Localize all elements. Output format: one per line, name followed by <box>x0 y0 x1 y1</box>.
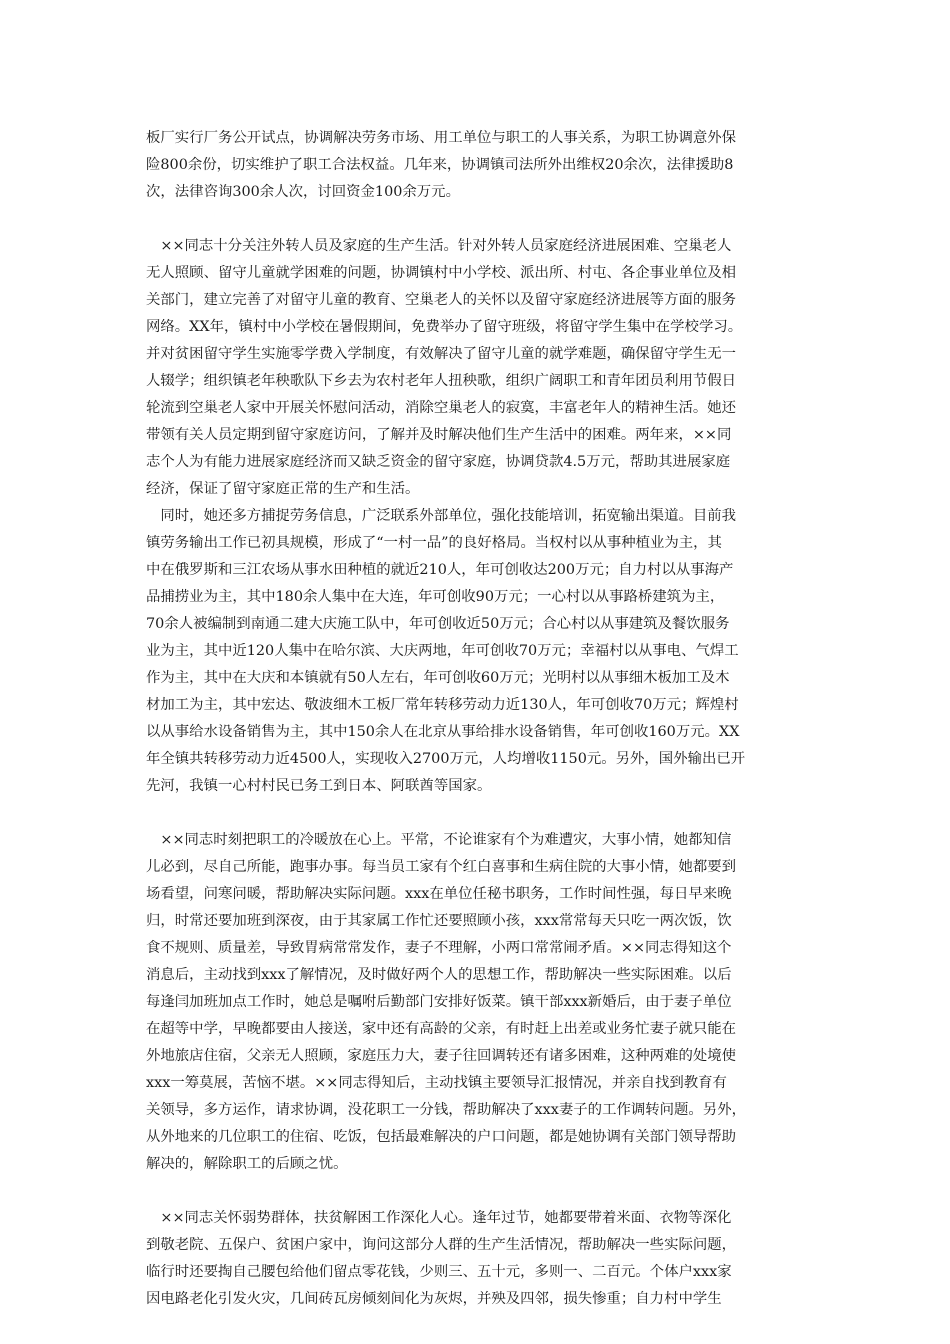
text-line: 轮流到空巢老人家中开展关怀慰问活动，消除空巢老人的寂寞，丰富老年人的精神生活。她还 <box>146 400 737 416</box>
text-line: 镇劳务输出工作已初具规模，形成了“一村一品”的良好格局。当权村以从事种植业为主，其 <box>146 535 722 551</box>
text-line: 板厂实行厂务公开试点，协调解决劳务市场、用工单位与职工的人事关系，为职工协调意外保 <box>146 130 737 146</box>
text-line: ××同志关怀弱势群体，扶贫解困工作深化人心。逢年过节，她都要带着米面、衣物等深化 <box>146 1210 732 1226</box>
text-line: ××同志十分关注外转人员及家庭的生产生活。针对外转人员家庭经济进展困难、空巢老人 <box>146 238 732 254</box>
text-line: 带领有关人员定期到留守家庭访问，了解并及时解决他们生产生活中的困难。两年来，××同 <box>146 427 732 443</box>
text-line: 场看望，问寒问暖，帮助解决实际问题。xxx在单位任秘书职务，工作时间性强，每日早来晚 <box>146 886 732 902</box>
text-line: 消息后，主动找到xxx了解情况，及时做好两个人的思想工作，帮助解决一些实际困难。以后 <box>146 967 732 983</box>
text-line: 儿必到，尽自己所能，跑事办事。每当员工家有个红白喜事和生病住院的大事小情，她都要到 <box>146 859 737 875</box>
text-line: 业为主，其中近120人集中在哈尔滨、大庆两地，年可创收70万元；幸福村以从事电、气焊工 <box>146 643 739 659</box>
text-line: 先河，我镇一心村村民已务工到日本、阿联酋等国家。 <box>146 778 492 794</box>
text-line: 70余人被编制到南通二建大庆施工队中，年可创收近50万元；合心村以从事建筑及餐饮服务 <box>146 616 730 632</box>
text-line: 以从事给水设备销售为主，其中150余人在北京从事给排水设备销售，年可创收160万元。XX <box>146 724 740 740</box>
text-line: 中在俄罗斯和三江农场从事水田种植的就近210人，年可创收达200万元；自力村以从事海产 <box>146 562 734 578</box>
text-line: 网络。XX年，镇村中小学校在暑假期间，免费举办了留守班级，将留守学生集中在学校学习。 <box>146 319 743 335</box>
text-line: 无人照顾、留守儿童就学困难的问题，协调镇村中小学校、派出所、村屯、各企事业单位及相 <box>146 265 737 281</box>
text-line: 临行时还要掏自己腰包给他们留点零花钱，少则三、五十元，多则一、二百元。个体户xxx家 <box>146 1264 732 1280</box>
text-line: 经济，保证了留守家庭正常的生产和生活。 <box>146 481 420 497</box>
text-line: xxx一筹莫展，苦恼不堪。××同志得知后，主动找镇主要领导汇报情况，并亲自找到教育有 <box>146 1075 727 1091</box>
text-line: 食不规则、质量差，导致胃病常常发作，妻子不理解，小两口常常闹矛盾。××同志得知这个 <box>146 940 732 956</box>
text-line: 志个人为有能力进展家庭经济而又缺乏资金的留守家庭，协调贷款4.5万元，帮助其进展家庭 <box>146 454 731 470</box>
text-line: 材加工为主，其中宏达、敬波细木工板厂常年转移劳动力近130人，年可创收70万元；辉煌村 <box>146 697 739 713</box>
text-line: 品捕捞业为主，其中180余人集中在大连，年可创收90万元；一心村以从事路桥建筑为主， <box>146 589 725 605</box>
text-line: 关领导，多方运作，请求协调，没花职工一分钱，帮助解决了xxx妻子的工作调转问题。另外， <box>146 1102 746 1118</box>
text-line: 在超等中学，早晚都要由人接送，家中还有高龄的父亲，有时赶上出差或业务忙妻子就只能在 <box>146 1021 737 1037</box>
text-line: 次，法律咨询300余人次，讨回资金100余万元。 <box>146 184 460 200</box>
text-line: 归，时常还要加班到深夜，由于其家属工作忙还要照顾小孩，xxx常常每天只吃一两次饭，饮 <box>146 913 732 929</box>
text-line: 同时，她还多方捕捉劳务信息，广泛联系外部单位，强化技能培训，拓宽输出渠道。目前我 <box>146 508 737 524</box>
text-line: ××同志时刻把职工的冷暖放在心上。平常，不论谁家有个为难遭灾，大事小情，她都知信 <box>146 832 732 848</box>
text-line: 年全镇共转移劳动力近4500人，实现收入2700万元，人均增收1150元。另外，国外输出已开 <box>146 751 746 767</box>
text-line: 作为主，其中在大庆和本镇就有50人左右，年可创收60万元；光明村以从事细木板加工及木 <box>146 670 730 686</box>
text-line: 人辍学；组织镇老年秧歌队下乡去为农村老年人扭秧歌，组织广阔职工和青年团员利用节假日 <box>146 373 737 389</box>
text-line: 险800余份，切实维护了职工合法权益。几年来，协调镇司法所外出维权20余次，法律援助8 <box>146 157 734 173</box>
text-line: 因电路老化引发火灾，几间砖瓦房倾刻间化为灰烬，并殃及四邻，损失惨重；自力村中学生 <box>146 1291 722 1307</box>
text-line: 并对贫困留守学生实施零学费入学制度，有效解决了留守儿童的就学难题，确保留守学生无一 <box>146 346 737 362</box>
text-line: 到敬老院、五保户、贫困户家中，询问这部分人群的生产生活情况，帮助解决一些实际问题， <box>146 1237 737 1253</box>
text-line: 每逢闫加班加点工作时，她总是嘱咐后勤部门安排好饭菜。镇干部xxx新婚后，由于妻子单位 <box>146 994 732 1010</box>
text-line: 解决的，解除职工的后顾之忧。 <box>146 1156 348 1172</box>
text-line: 关部门，建立完善了对留守儿童的教育、空巢老人的关怀以及留守家庭经济进展等方面的服务 <box>146 292 737 308</box>
text-line: 从外地来的几位职工的住宿、吃饭，包括最难解决的户口问题，都是她协调有关部门领导帮助 <box>146 1129 737 1145</box>
text-line: 外地旅店住宿，父亲无人照顾，家庭压力大，妻子往回调转还有诸多困难，这种两难的处境使 <box>146 1048 737 1064</box>
